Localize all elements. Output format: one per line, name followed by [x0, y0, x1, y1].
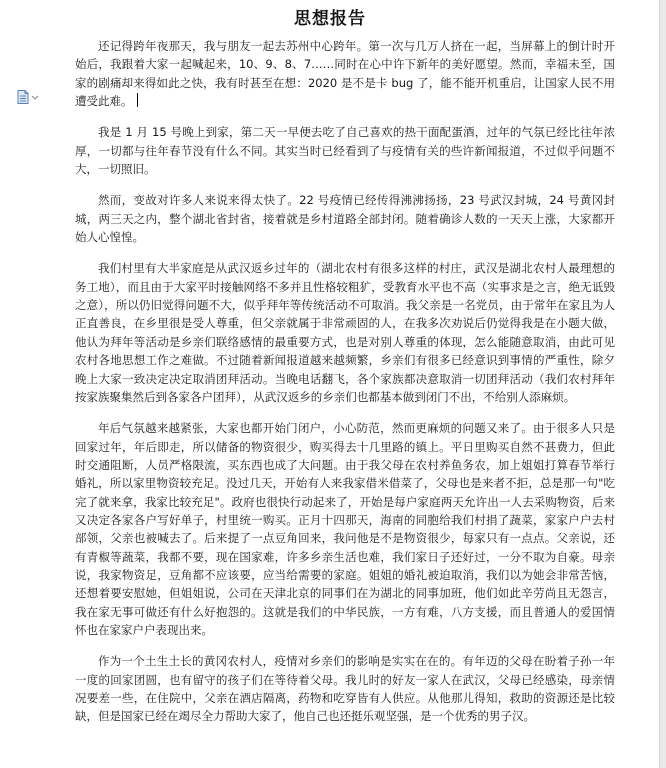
document-icon[interactable] — [17, 89, 41, 103]
paragraph-5: 年后气氛越来越紧张，大家也都开始门闭户，小心防范，然而更麻烦的问题又来了。由于很多人只是回家过年，年后即走，所以储备的物资很少，购买得去十几里路的镇上。平日里购买自然不甚费力，但此时交通阻断，人员严格限流，买东西也成了大问题。由于我父母在农村养鱼务农，加上姐姐打算春节举行婚礼，所以家里物资较充足。没过几天，开始有人来我家借米借菜了，父母也是来者不拒，总是那一句"吃完了就来拿，我家比较充足"。政府也很快行动起来了，开始是每户家庭两天允许出一人去采购物资，后来又决定各家各户写好单子，村里统一购买。正月十四那天，海南的同胞给我们村捐了蔬菜，家家户户去村部领，父亲也被喊去了。后来提了一点豆角回来，我问他是不是物资很少，每家只有一点点。父亲说，还有青椒等蔬菜，我都不要，现在国家难，许多乡亲生活也难，我们家日子还好过，一分不取为自豪。母亲说，我家物资足，豆角都不应该要，应当给需要的家庭。姐姐的婚礼被迫取消，我们以为她会非常苦恼，还想着要安慰她，但姐姐说，公司在天津北京的同事们在为湖北的同事加班，他们如此辛劳尚且无怨言，我在家无事可做还有什么好抱怨的。这就是我们的中华民族，一方有难，八方支援，而且普通人的爱国情怀也在家家户户表现出来。 — [75, 421, 615, 637]
paragraph-1 — [75, 37, 615, 110]
paragraph-4: 我们村里有大半家庭是从武汉返乡过年的（湖北农村有很多这样的村庄，武汉是湖北农村人最理想的务工地），而且由于大家平时接触网络不多并且性格较粗犷，受教育水平也不高（实事求是之言，绝无诋毁之意），所以仍旧觉得问题不大，似乎拜年等传统活动不可取消。我父亲是一名党员，由于常年在家且为人正直善良，在乡里很是受人尊重，但父亲就属于非常顽固的人，在我多次劝说后仍觉得我是在小题大做，他认为拜年等活动是乡亲们联络感情的最重要方式，也是对别人尊重的体现，怎么能随意取消，由此可见农村各地思想工作之难做。不过随着新闻报道越来越频繁，乡亲们有很多已经意识到事情的严重性，除夕晚上大家一致决定决定取消团拜活动。当晚电话翻飞，各个家族都决意取消一切团拜活动（我们农村拜年按家族聚集然后到各家各户团拜），从武汉返乡的乡亲们也都基本做到闭门不出，不给别人添麻烦。 — [75, 261, 615, 404]
text-cursor — [137, 93, 138, 107]
paragraph-1-text: 还记得跨年夜那天，我与朋友一起去苏州中心跨年。第一次与几万人挤在一起，当屏幕上的倒计时开始后，我跟着大家一起喊起来，10、9、8、7……同时在心中许下新年的美好愿望。然而，幸福未至，国家的剧痛却来得如此之快，我有时甚至在想：2020 是不是卡 bug 了，能不能开机重启，让国家人民不用遭受此难。 — [75, 39, 615, 109]
document-title: 思想报告 — [294, 9, 366, 29]
document-body[interactable] — [75, 37, 615, 739]
paragraph-2: 我是 1 月 15 号晚上到家，第二天一早便去吃了自己喜欢的热干面配蛋酒，过年的气氛已经比往年浓厚，一切都与往年春节没有什么不同。其实当时已经看到了与疫情有关的些许新闻报道，不过似乎问题不大，一切照旧。 — [75, 125, 615, 177]
paragraph-6: 作为一个土生土长的黄冈农村人，疫情对乡亲们的影响是实实在在的。有年迈的父母在盼着子孙一年一度的回家团圆，也有留守的孩子们在等待着父母。我儿时的好友一家人在武汉，父母已经感染，母亲情况要差一些，在住院中，父亲在酒店隔离，药物和吃穿皆有人供应。从他那儿得知，救助的资源还是比较缺，但是国家已经在竭尽全力帮助大家了，他自己也还挺乐观坚强，是一个优秀的男子汉。 — [75, 654, 615, 724]
window-edge — [659, 0, 666, 768]
paragraph-3: 然而，变故对许多人来说来得太快了。22 号疫情已经传得沸沸扬扬，23 号武汉封城，24 号黄冈封城，两三天之内，整个湖北省封省，接着就是乡村道路全部封闭。随着确诊人数的一天天上涨，大家都开始人心惶惶。 — [75, 193, 615, 245]
